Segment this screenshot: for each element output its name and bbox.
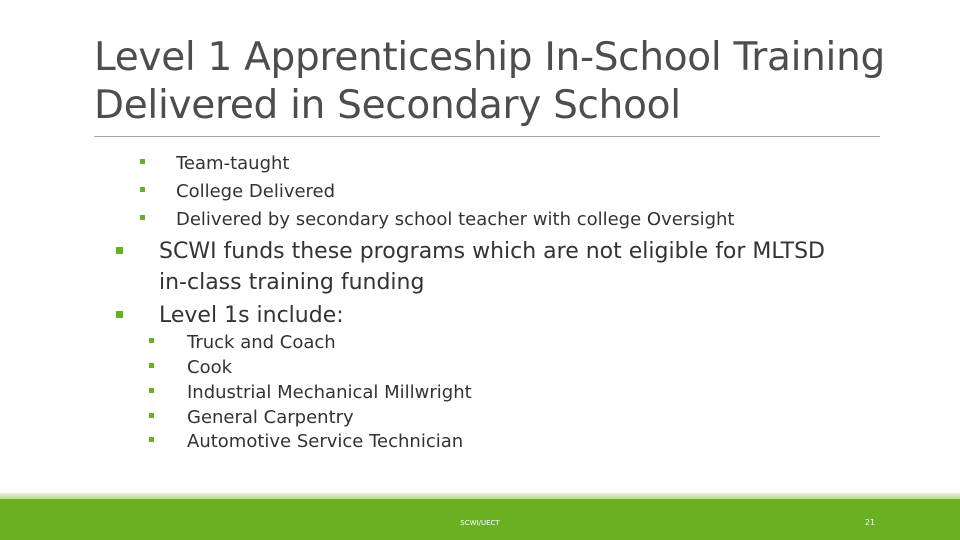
list-item-delivery (140, 206, 840, 234)
list-item-program (149, 429, 749, 454)
square-bullet-icon (149, 413, 154, 418)
list-item-main (116, 300, 836, 331)
list-item-delivery (140, 150, 840, 178)
list-item-text: Level 1s include: (159, 303, 344, 328)
list-item-text: General Carpentry (187, 407, 354, 428)
footer-label: SCWI/UECT (460, 519, 500, 527)
list-item-text: Team-taught (176, 153, 290, 174)
list-item-main (116, 236, 836, 298)
square-bullet-icon (140, 159, 145, 164)
square-bullet-icon (140, 215, 145, 220)
square-bullet-icon (116, 247, 123, 254)
list-item-program (149, 405, 749, 430)
slide-title: Level 1 Apprenticeship In-School Training Delivered in Secondary School (94, 35, 885, 128)
list-item-text: Industrial Mechanical Millwright (187, 382, 472, 403)
list-item-text: Cook (187, 357, 233, 378)
slide-number: 21 (864, 518, 876, 527)
square-bullet-icon (149, 388, 154, 393)
title-divider (94, 136, 880, 137)
square-bullet-icon (116, 311, 123, 318)
list-item-delivery (140, 178, 840, 206)
square-bullet-icon (149, 437, 154, 442)
list-item-program (149, 355, 749, 380)
square-bullet-icon (149, 363, 154, 368)
list-item-text: College Delivered (176, 181, 336, 202)
square-bullet-icon (140, 187, 145, 192)
square-bullet-icon (149, 338, 154, 343)
list-item-program (149, 380, 749, 405)
list-item-text: Delivered by secondary school teacher with college Oversight (176, 209, 735, 230)
list-item-text: SCWI funds these programs which are not eligible for MLTSD in-class training funding (159, 239, 825, 295)
list-item-program (149, 330, 749, 355)
list-item-text: Automotive Service Technician (187, 431, 464, 452)
list-item-text: Truck and Coach (187, 332, 336, 353)
